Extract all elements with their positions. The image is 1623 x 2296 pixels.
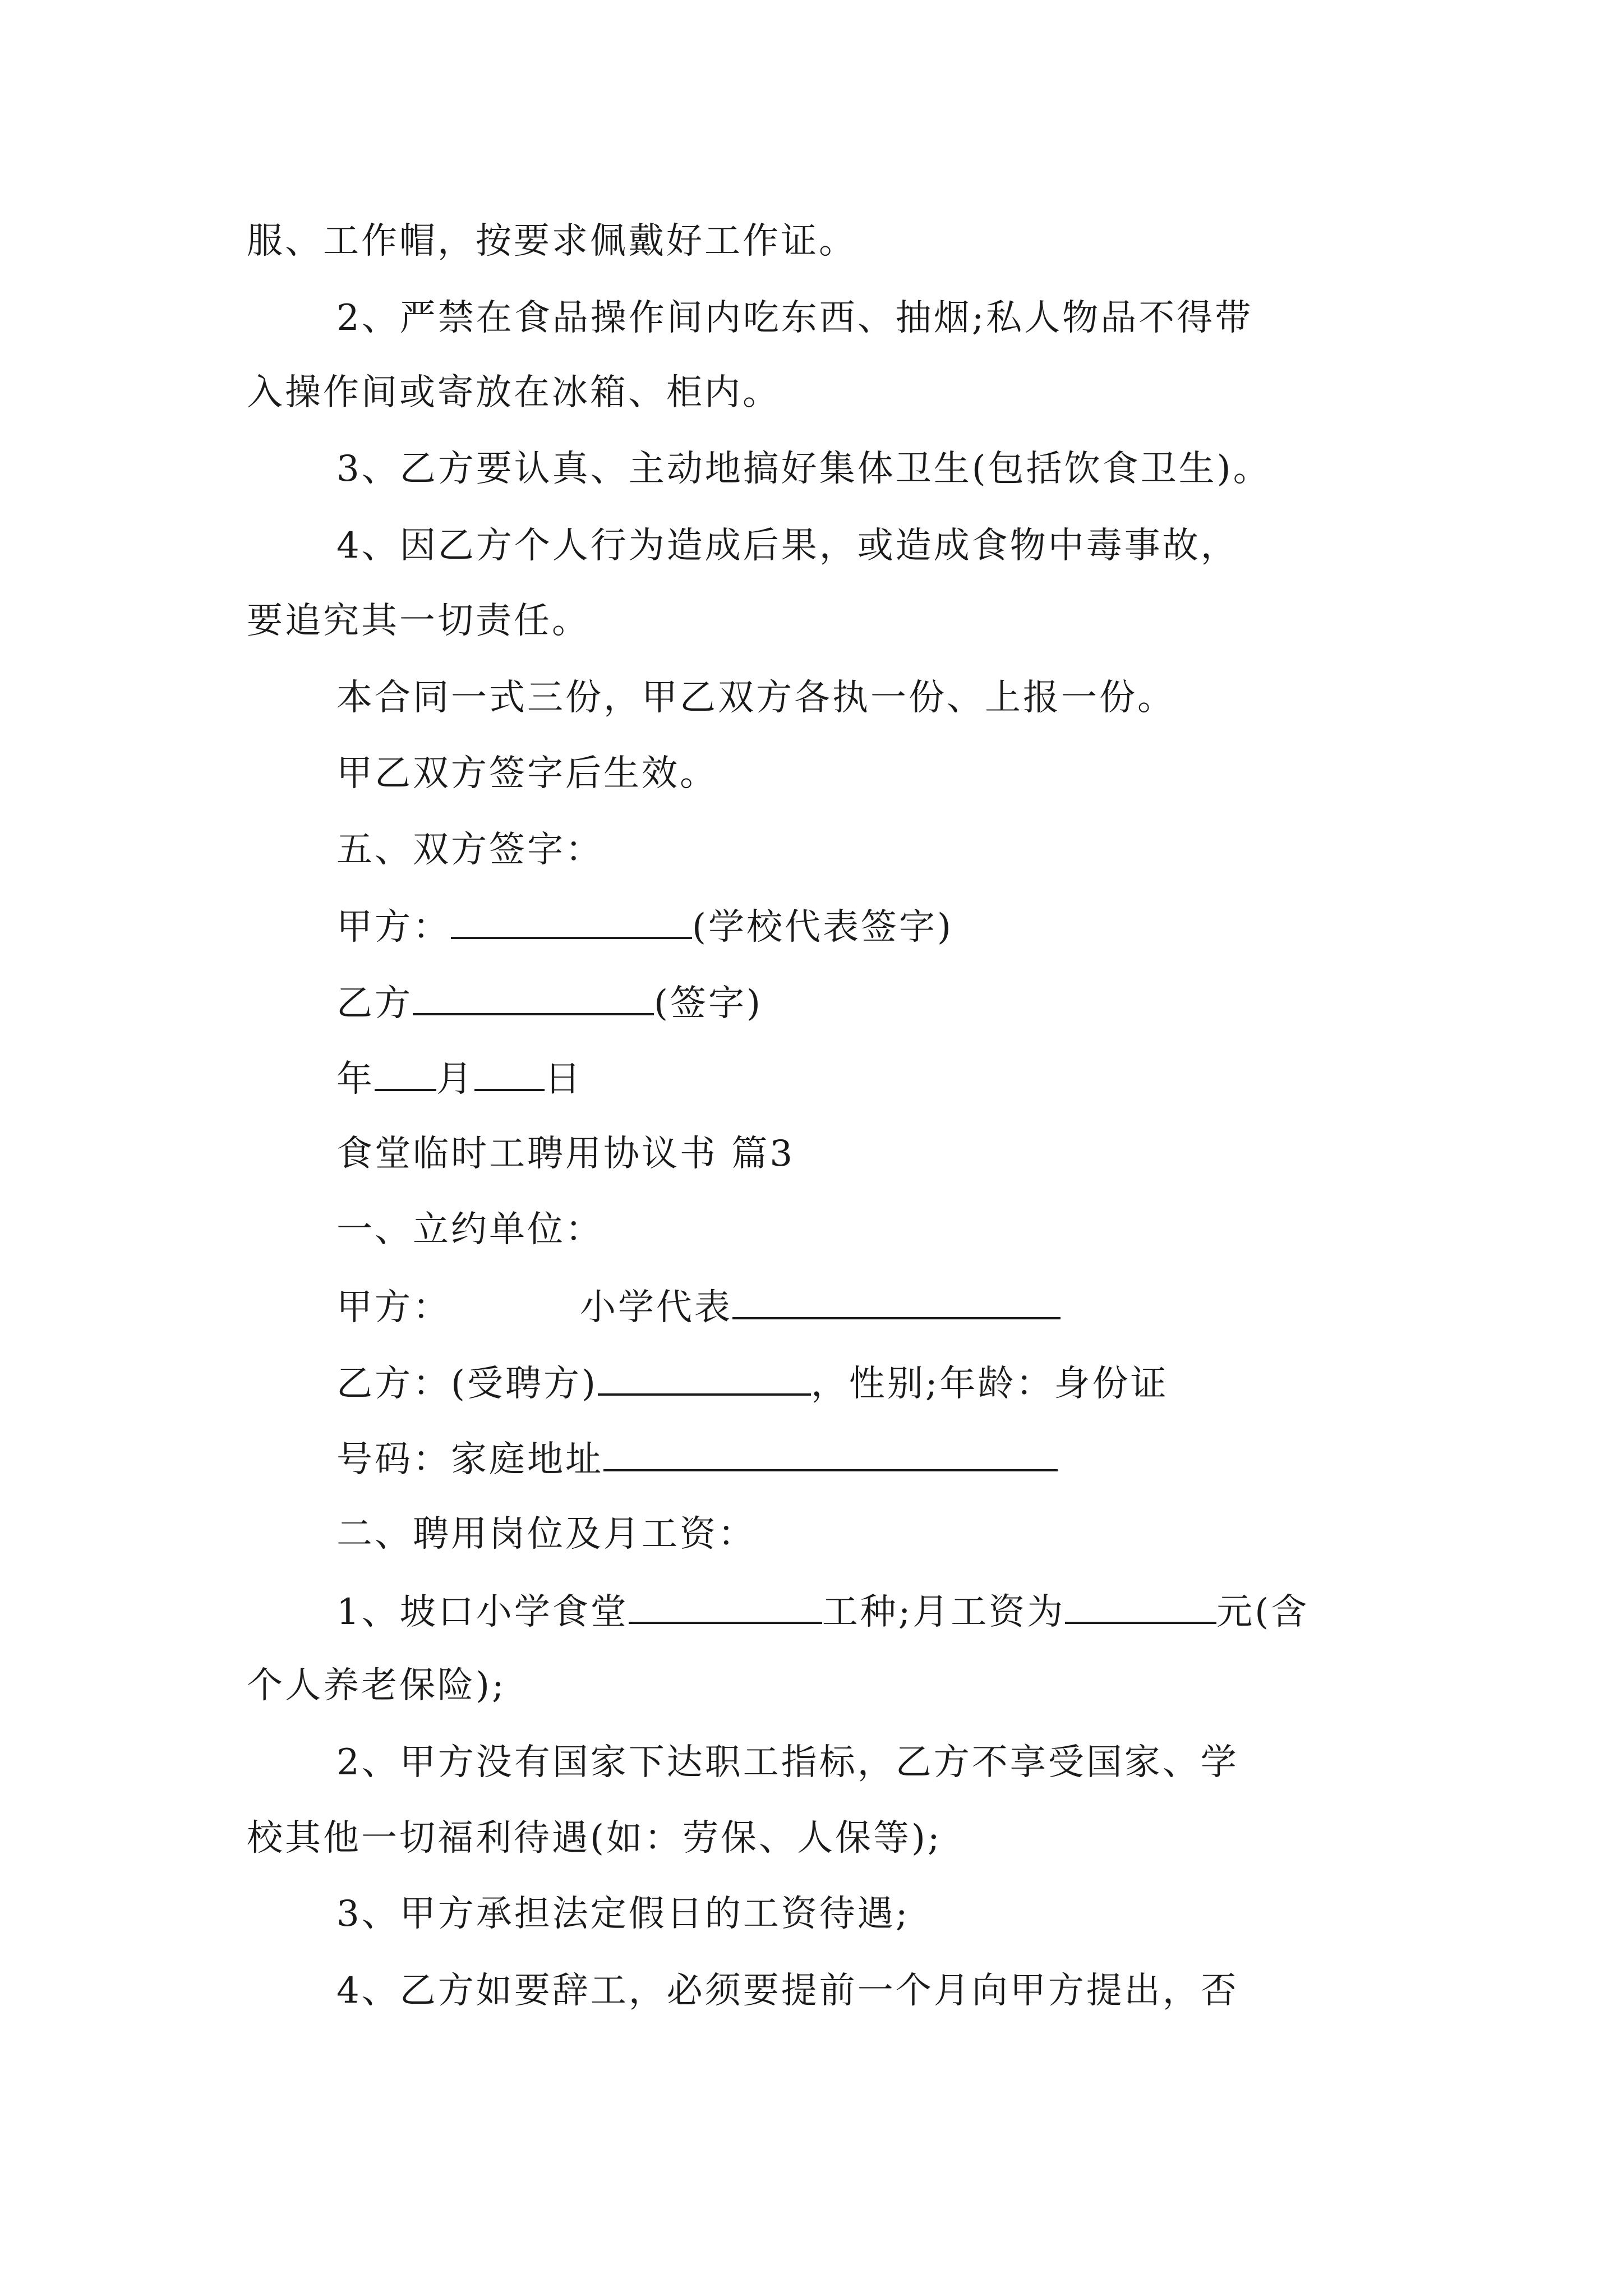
date-line bbox=[336, 1059, 583, 1100]
text-line: 服、工作帽，按要求佩戴好工作证。 bbox=[247, 220, 857, 262]
party-b-label: 乙方：(受聘方) bbox=[336, 1363, 598, 1405]
date-month-label: 月 bbox=[436, 1059, 474, 1100]
text-line: 本合同一式三份，甲乙双方各执一份、上报一份。 bbox=[336, 677, 1175, 719]
wage-part3: 元(含 bbox=[1216, 1591, 1310, 1633]
text-line: 4、乙方如要辞工，必须要提前一个月向甲方提出，否 bbox=[336, 1970, 1239, 2012]
section-title: 食堂临时工聘用协议书 篇3 bbox=[336, 1133, 795, 1175]
text-line: 五、双方签字： bbox=[336, 829, 603, 871]
date-blank bbox=[474, 1060, 545, 1091]
date-year-label: 年 bbox=[336, 1059, 375, 1100]
sign-b-suffix: (签字) bbox=[654, 983, 763, 1024]
signature-blank bbox=[451, 908, 692, 939]
text-line: 要追究其一切责任。 bbox=[247, 600, 590, 642]
date-day-label: 日 bbox=[545, 1059, 583, 1100]
text-line: 一、立约单位： bbox=[336, 1209, 603, 1250]
date-blank bbox=[375, 1060, 436, 1091]
sign-a-suffix: (学校代表签字) bbox=[692, 907, 953, 948]
text-line: 甲乙双方签字后生效。 bbox=[336, 753, 718, 794]
text-line: 二、聘用岗位及月工资： bbox=[336, 1513, 756, 1555]
wage-part2: 工种;月工资为 bbox=[822, 1591, 1066, 1633]
text-line: 个人养老保险); bbox=[247, 1665, 506, 1706]
text-line: 2、甲方没有国家下达职工指标，乙方不享受国家、学 bbox=[336, 1742, 1239, 1783]
fill-blank bbox=[603, 1440, 1058, 1471]
fill-blank bbox=[732, 1288, 1061, 1319]
wage-part1: 1、坡口小学食堂 bbox=[336, 1591, 629, 1633]
text-line: 3、甲方承担法定假日的工资待遇; bbox=[336, 1893, 910, 1935]
sign-a-label: 甲方： bbox=[336, 907, 451, 948]
text-line: 校其他一切福利待遇(如：劳保、人保等); bbox=[247, 1818, 942, 1859]
party-a-label: 甲方： bbox=[336, 1287, 451, 1328]
fill-blank bbox=[1065, 1593, 1216, 1624]
party-b-address-line bbox=[336, 1440, 1058, 1478]
signature-line-party-a bbox=[336, 907, 953, 948]
wage-line bbox=[336, 1591, 1310, 1633]
party-b-line bbox=[336, 1363, 1169, 1405]
text-line: 入操作间或寄放在冰箱、柜内。 bbox=[247, 372, 781, 413]
party-a-line bbox=[336, 1288, 1061, 1326]
signature-line-party-b bbox=[336, 984, 763, 1022]
party-a-text: 小学代表 bbox=[580, 1287, 732, 1328]
party-b-text: ，性别;年龄：身份证 bbox=[810, 1363, 1169, 1405]
text-line: 3、乙方要认真、主动地搞好集体卫生(包括饮食卫生)。 bbox=[336, 448, 1271, 490]
fill-blank bbox=[598, 1364, 811, 1396]
signature-blank bbox=[413, 984, 654, 1015]
fill-blank bbox=[629, 1593, 822, 1624]
party-b2-label: 号码：家庭地址 bbox=[336, 1439, 603, 1480]
sign-b-label: 乙方 bbox=[336, 983, 413, 1024]
text-line: 2、严禁在食品操作间内吃东西、抽烟;私人物品不得带 bbox=[336, 297, 1253, 339]
text-line: 4、因乙方个人行为造成后果，或造成食物中毒事故， bbox=[336, 525, 1239, 567]
